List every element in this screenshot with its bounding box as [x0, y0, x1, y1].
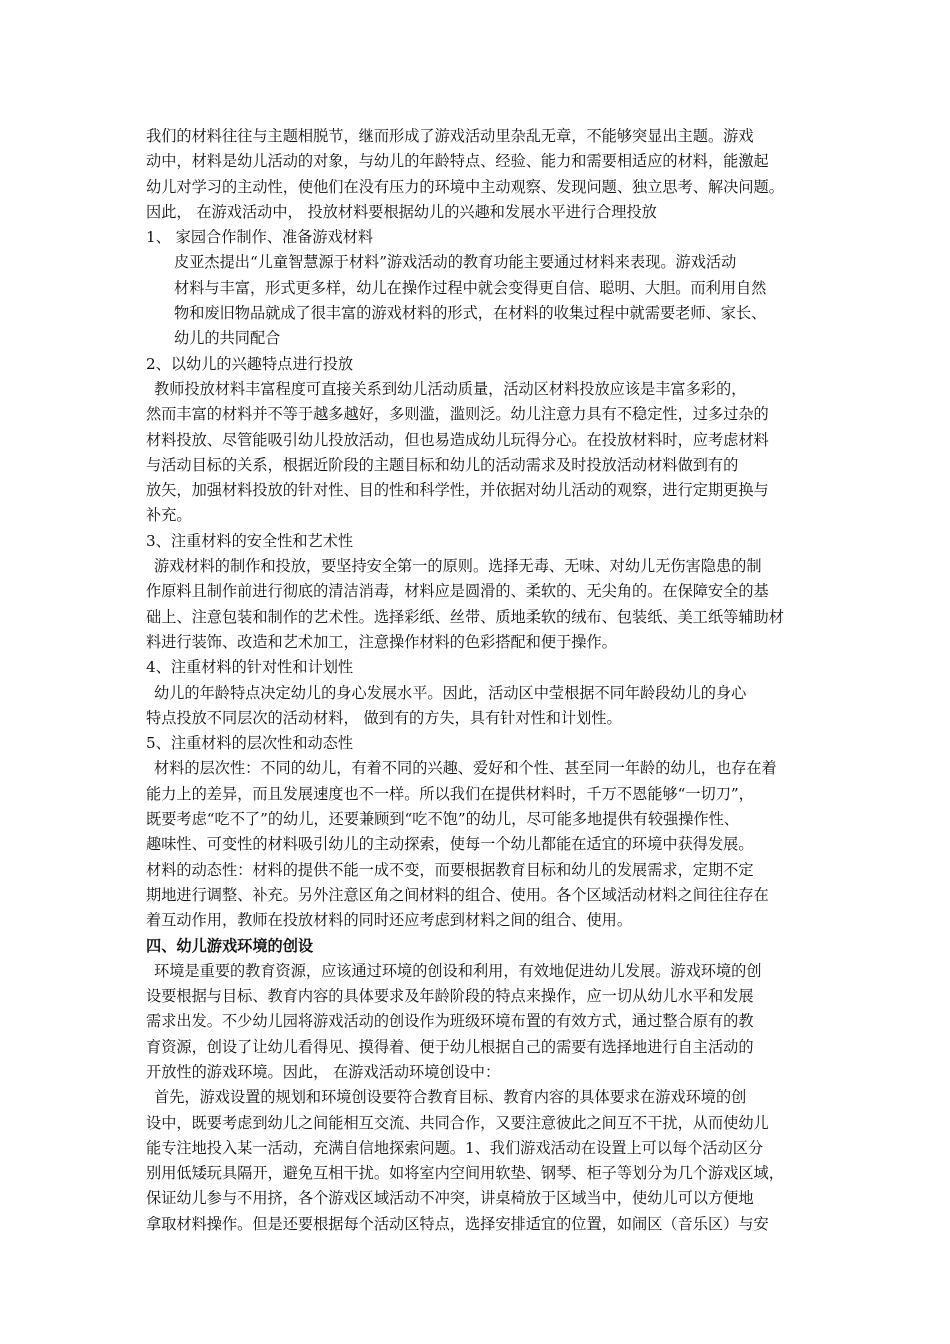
text-line: 材料的动态性：材料的提供不能一成不变，而要根据教育目标和幼儿的发展需求，定期不定 [146, 860, 754, 879]
text-line: 着互动作用，教师在投放材料的同时还应考虑到材料之间的组合、使用。 [146, 911, 632, 930]
text-line: 然而丰富的材料并不等于越多越好，多则滥，滥则泛。幼儿注意力具有不稳定性，过多过杂的 [146, 405, 769, 424]
text-line: 育资源，创设了让幼儿看得见、摸得着、便于幼儿根据自己的需要有选择地进行自主活动的 [146, 1037, 754, 1056]
text-line: 别用低矮玩具隔开，避免互相干扰。如将室内空间用软垫、钢琴、柜子等划分为几个游戏区域， [146, 1164, 784, 1183]
text-line: 首先，游戏设置的规划和环境创设要符合教育目标、教育内容的具体要求在游戏环境的创 [154, 1088, 747, 1107]
section-heading-2: 2、以幼儿的兴趣特点进行投放 [146, 354, 354, 373]
text-line: 补充。 [146, 506, 192, 525]
text-line: 材料投放、尽管能吸引幼儿投放活动，但也易造成幼儿玩得分心。在投放材料时，应考虑材料 [146, 430, 769, 449]
text-line: 因此， 在游戏活动中， 投放材料要根据幼儿的兴趣和发展水平进行合理投放 [146, 202, 657, 221]
text-line: 与活动目标的关系，根据近阶段的主题目标和幼儿的活动需求及时投放活动材料做到有的 [146, 455, 739, 474]
section-heading-1: 1、 家园合作制作、准备游戏材料 [146, 228, 374, 247]
text-line: 设要根据与目标、教育内容的具体要求及年龄阶段的特点来操作，应一切从幼儿水平和发展 [146, 987, 754, 1006]
text-line: 设中，既要考虑到幼儿之间能相互交流、共同合作，又要注意彼此之间互不干扰，从而使幼儿 [146, 1113, 769, 1132]
text-line: 我们的材料往往与主题相脱节，继而形成了游戏活动里杂乱无章，不能够突显出主题。游戏 [146, 127, 754, 145]
section-heading-4: 4、注重材料的针对性和计划性 [146, 658, 354, 677]
text-line: 趣味性、可变性的材料吸引幼儿的主动探索，使每一个幼儿都能在适宜的环境中获得发展。 [146, 835, 754, 854]
text-line: 材料与丰富，形式更多样，幼儿在操作过程中就会变得更自信、聪明、大胆。而利用自然 [174, 278, 767, 297]
text-line: 游戏材料的制作和投放，要坚持安全第一的原则。选择无毒、无味、对幼儿无伤害隐患的制 [154, 557, 762, 576]
text-line: 幼儿的共同配合 [174, 329, 281, 348]
text-line: 既要考虑“吃不了”的幼儿，还要兼顾到“吃不饱”的幼儿，尽可能多地提供有较强操作性、 [146, 810, 739, 829]
text-line: 教师投放材料丰富程度可直接关系到幼儿活动质量，活动区材料投放应该是丰富多彩的， [154, 379, 747, 398]
text-line: 料进行装饰、改造和艺术加工，注意操作材料的色彩搭配和便于操作。 [146, 632, 617, 651]
text-line: 需求出发。不少幼儿园将游戏活动的创设作为班级环境布置的有效方式，通过整合原有的教 [146, 1012, 754, 1031]
text-line: 拿取材料操作。但是还要根据每个活动区特点，选择安排适宜的位置，如闹区（音乐区）与安 [146, 1214, 769, 1233]
text-line: 特点投放不同层次的活动材料， 做到有的方失，具有针对性和计划性。 [146, 708, 622, 727]
section-heading-5: 5、注重材料的层次性和动态性 [146, 734, 354, 753]
text-line: 动中，材料是幼儿活动的对象，与幼儿的年龄特点、经验、能力和需要相适应的材料，能激起 [146, 152, 769, 171]
text-line: 放矢，加强材料投放的针对性、目的性和科学性，并依据对幼儿活动的观察，进行定期更换与 [146, 481, 769, 500]
text-line: 材料的层次性：不同的幼儿，有着不同的兴趣、爱好和个性、甚至同一年龄的幼儿，也存在着 [154, 759, 777, 778]
text-line: 期地进行调整、补充。另外注意区角之间材料的组合、使用。各个区域活动材料之间往往存在 [146, 885, 769, 904]
text-line: 作原料且制作前进行彻底的清洁消毒，材料应是圆滑的、柔软的、无尖角的。在保障安全的基 [146, 582, 769, 601]
text-line: 幼儿对学习的主动性，使他们在没有压力的环境中主动观察、发现问题、独立思考、解决问题。 [146, 177, 784, 196]
text-line: 物和废旧物品就成了很丰富的游戏材料的形式，在材料的收集过程中就需要老师、家长、 [174, 304, 767, 323]
text-line: 幼儿的年龄特点决定幼儿的身心发展水平。因此，活动区中莹根据不同年龄段幼儿的身心 [154, 683, 747, 702]
document-body [146, 124, 818, 1237]
text-line: 皮亚杰提出“儿童智慧源于材料”游戏活动的教育功能主要通过材料来表现。游戏活动 [174, 253, 737, 272]
text-line: 开放性的游戏环境。因此， 在游戏活动环境创设中： [146, 1062, 501, 1081]
text-line: 环境是重要的教育资源，应该通过环境的创设和利用，有效地促进幼儿发展。游戏环境的创 [154, 961, 762, 980]
text-line: 保证幼儿参与不用挤，各个游戏区域活动不冲突，讲桌椅放于区域当中，使幼儿可以方便地 [146, 1189, 754, 1208]
text-line: 能力上的差异，而且发展速度也不一样。所以我们在提供材料时，千万不恩能够“一切刀”， [146, 784, 754, 803]
text-line: 能专注地投入某一活动，充满自信地探索问题。1、我们游戏活动在设置上可以每个活动区分 [146, 1138, 764, 1157]
section-heading-3: 3、注重材料的安全性和艺术性 [146, 531, 354, 550]
text-line: 础上、注意包装和制作的艺术性。选择彩纸、丝带、质地柔软的绒布、包装纸、美工纸等辅助材 [146, 607, 784, 626]
chapter-heading: 四、幼儿游戏环境的创设 [146, 936, 314, 955]
